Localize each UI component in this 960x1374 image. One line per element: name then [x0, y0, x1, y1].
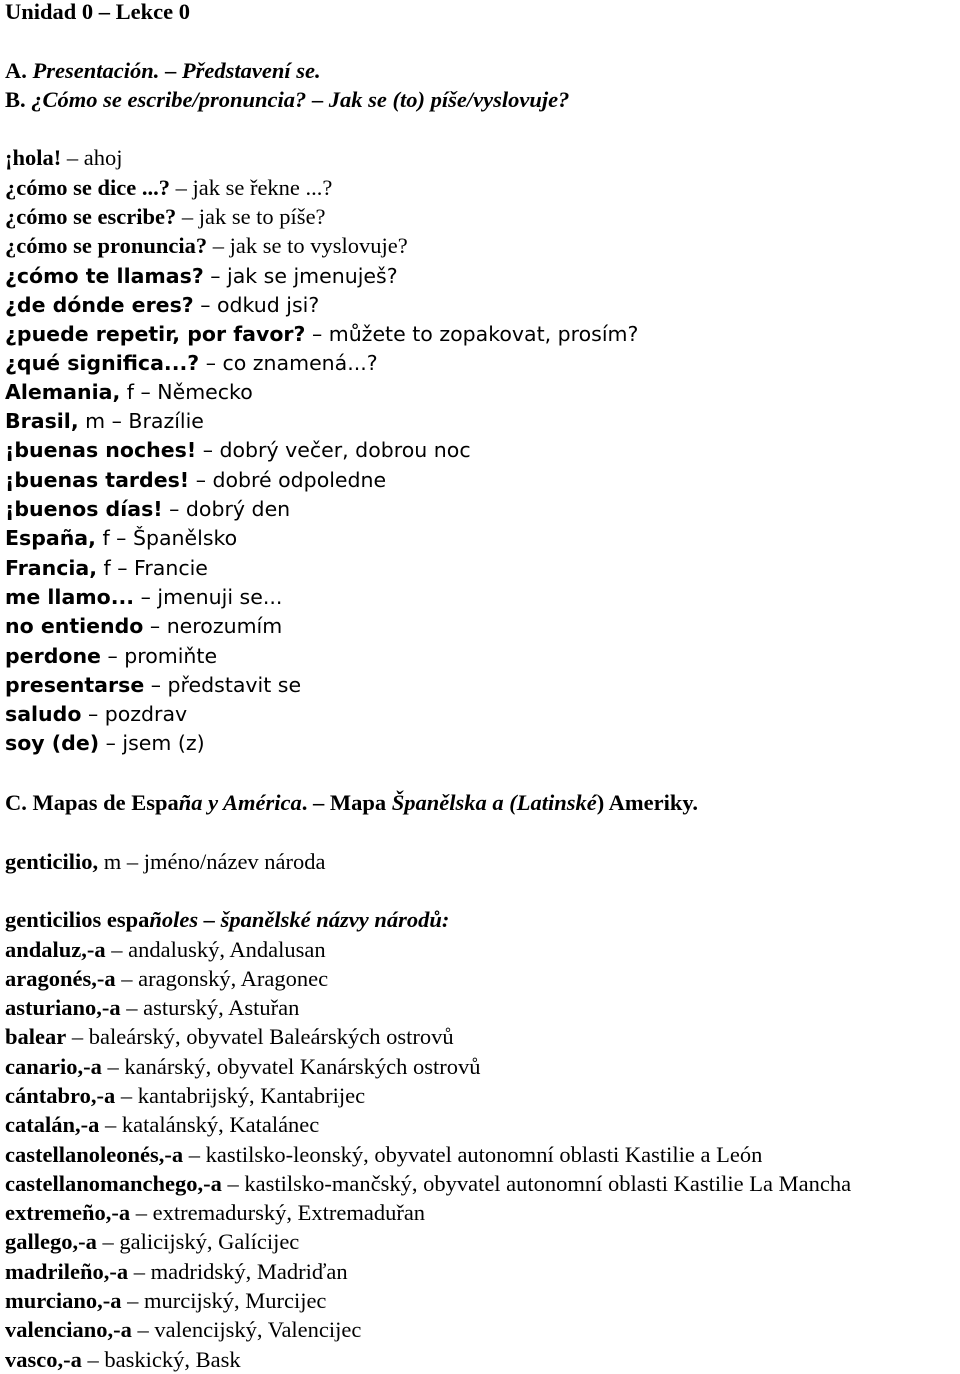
spacer: [5, 876, 960, 905]
section-a-prefix: A.: [5, 57, 33, 83]
list-item: [5, 1169, 960, 1198]
term-spanish: balear: [5, 1024, 67, 1050]
page-title: Unidad 0 – Lekce 0: [5, 0, 191, 24]
section-b-heading: [5, 85, 960, 114]
section-a-separator: –: [159, 57, 182, 83]
term-czech: – valencijský, Valencijec: [131, 1317, 362, 1343]
phrase-spanish: ¿cómo se dice ...?: [5, 174, 170, 200]
phrase-row: [5, 261, 960, 290]
term-czech: – murcijský, Murcijec: [121, 1288, 327, 1314]
phrase-row: [5, 583, 960, 612]
phrase-czech: – jak se to vyslovuje?: [207, 233, 408, 259]
phrase-row: [5, 407, 960, 436]
list-item: [5, 1022, 960, 1051]
phrase-row: [5, 642, 960, 671]
phrase-spanish: soy (de): [5, 731, 100, 756]
section-b-spanish: ¿Cómo se escribe/pronuncia?: [31, 86, 307, 112]
list-item: [5, 964, 960, 993]
section-c-part: ) Ameriky.: [596, 790, 698, 816]
phrase-row: [5, 349, 960, 378]
genticilio-definition: [5, 847, 960, 876]
phrase-spanish: me llamo...: [5, 584, 135, 609]
list-item: [5, 1227, 960, 1256]
section-c-heading: [5, 788, 960, 817]
term-spanish: cántabro,-a: [5, 1082, 116, 1108]
section-c-part: ña y América: [178, 790, 302, 816]
term-spanish: castellanoleonés,-a: [5, 1141, 184, 1167]
term-czech: – kantabrijský, Kantabrijec: [115, 1082, 366, 1108]
phrase-list-serif: [5, 143, 960, 348]
section-b-prefix: B.: [5, 86, 32, 112]
phrase-czech: – jak se to píše?: [176, 204, 326, 230]
term-spanish: gallego,-a: [5, 1229, 97, 1255]
phrase-czech: f – Německo: [120, 379, 253, 404]
phrase-spanish: Alemania,: [5, 379, 121, 404]
phrase-row: [5, 378, 960, 407]
phrase-spanish: España,: [5, 526, 96, 551]
phrase-czech: m – Brazílie: [78, 409, 204, 434]
phrase-czech: – promiňte: [100, 643, 218, 668]
phrase-spanish: perdone: [5, 643, 101, 668]
phrase-spanish: ¿puede repetir, por favor?: [5, 322, 306, 347]
term-czech: – madridský, Madriďan: [128, 1258, 348, 1284]
phrase-czech: – nerozumím: [143, 614, 283, 639]
term-spanish: castellanomanchego,-a: [5, 1170, 222, 1196]
phrase-spanish: ¡buenas tardes!: [5, 467, 190, 492]
phrase-spanish: no entiendo: [5, 614, 144, 639]
term-czech: – kanárský, obyvatel Kanárských ostrovů: [101, 1053, 481, 1079]
phrase-row: [5, 524, 960, 553]
phrase-spanish: ¿cómo se escribe?: [5, 204, 177, 230]
term-czech: – galicijský, Galícijec: [96, 1229, 300, 1255]
term-czech: – asturský, Astuřan: [120, 995, 300, 1021]
phrase-spanish: ¿de dónde eres?: [5, 292, 194, 317]
phrase-spanish: saludo: [5, 702, 82, 727]
section-c-part: . – Mapa: [301, 790, 392, 816]
list-item: [5, 1110, 960, 1139]
term-spanish: vasco,-a: [5, 1346, 82, 1372]
phrase-czech: – co znamená...?: [199, 350, 378, 375]
term-spanish: andaluz,-a: [5, 936, 106, 962]
phrase-spanish: ¿cómo te llamas?: [5, 263, 204, 288]
phrase-row: [5, 466, 960, 495]
spacer: [5, 114, 960, 143]
list-item: [5, 1140, 960, 1169]
phrase-row: [5, 671, 960, 700]
phrase-czech: – jmenuji se...: [134, 584, 283, 609]
phrase-row: [5, 729, 960, 758]
phrase-czech: – dobrý večer, dobrou noc: [196, 438, 471, 463]
term-czech: – baskický, Bask: [81, 1346, 241, 1372]
phrase-row: [5, 202, 960, 231]
phrase-czech: – ahoj: [61, 145, 123, 171]
phrase-czech: – jak se jmenuješ?: [203, 263, 398, 288]
phrase-czech: – jsem (z): [99, 731, 205, 756]
phrase-czech: f – Francie: [97, 555, 208, 580]
document-page: [5, 0, 960, 1374]
phrase-row: [5, 231, 960, 260]
list-item: [5, 1081, 960, 1110]
phrase-czech: – pozdrav: [81, 702, 188, 727]
phrase-spanish: Francia,: [5, 555, 98, 580]
phrase-spanish: ¿cómo se pronuncia?: [5, 233, 208, 259]
list-item: [5, 993, 960, 1022]
section-b-czech: Jak se (to) píše/vyslovuje?: [328, 86, 570, 112]
phrase-row: [5, 554, 960, 583]
term-spanish: murciano,-a: [5, 1288, 122, 1314]
section-b-separator: –: [306, 86, 329, 112]
term-czech: – extremadurský, Extremaduřan: [130, 1200, 426, 1226]
section-a-heading: [5, 56, 960, 85]
phrase-spanish: ¡hola!: [5, 145, 62, 171]
section-a-spanish: Presentación.: [32, 57, 160, 83]
term-czech: m – jméno/název národa: [98, 848, 326, 874]
phrase-row: [5, 495, 960, 524]
phrase-row: [5, 700, 960, 729]
phrase-czech: – odkud jsi?: [193, 292, 320, 317]
spacer: [5, 817, 960, 846]
spacer: [5, 759, 960, 788]
term-spanish: madrileño,-a: [5, 1258, 129, 1284]
phrase-spanish: ¿qué significa...?: [5, 350, 200, 375]
term-czech: – kastilsko-mančský, obyvatel autonomní oblasti Kastilie La Mancha: [221, 1170, 852, 1196]
genticilios-heading-part: genticilios espa: [5, 907, 150, 933]
term-czech: – kastilsko-leonský, obyvatel autonomní oblasti Kastilie a León: [183, 1141, 763, 1167]
list-item: [5, 1315, 960, 1344]
phrase-czech: – můžete to zopakovat, prosím?: [305, 322, 639, 347]
phrase-spanish: ¡buenas noches!: [5, 438, 197, 463]
term-czech: – baleárský, obyvatel Baleárských ostrovů: [66, 1024, 454, 1050]
list-item: [5, 1345, 960, 1374]
list-item: [5, 1257, 960, 1286]
phrase-row: [5, 319, 960, 348]
phrase-row: [5, 173, 960, 202]
list-item: [5, 1052, 960, 1081]
section-a-czech: Představení se.: [181, 57, 321, 83]
phrase-row: [5, 143, 960, 172]
list-item: [5, 1198, 960, 1227]
term-spanish: valenciano,-a: [5, 1317, 132, 1343]
phrase-czech: f – Španělsko: [95, 526, 238, 551]
term-czech: – katalánský, Katalánec: [99, 1112, 320, 1138]
phrase-list-sans: [5, 349, 960, 759]
spacer: [5, 26, 960, 55]
phrase-row: [5, 290, 960, 319]
genticilios-heading: [5, 905, 960, 934]
phrase-spanish: ¡buenos días!: [5, 497, 163, 522]
phrase-czech: – dobré odpoledne: [189, 467, 387, 492]
phrase-czech: – představit se: [144, 672, 302, 697]
term-spanish: aragonés,-a: [5, 965, 116, 991]
term-spanish: canario,-a: [5, 1053, 102, 1079]
phrase-czech: – jak se řekne ...?: [169, 174, 333, 200]
section-c-part: Španělska a (Latinské: [391, 790, 597, 816]
term-spanish: extremeño,-a: [5, 1200, 131, 1226]
term-czech: – aragonský, Aragonec: [115, 965, 329, 991]
phrase-row: [5, 612, 960, 641]
term-spanish: catalán,-a: [5, 1112, 100, 1138]
list-item: [5, 935, 960, 964]
phrase-spanish: Brasil,: [5, 409, 79, 434]
phrase-spanish: presentarse: [5, 672, 145, 697]
term-czech: – andaluský, Andalusan: [105, 936, 326, 962]
genticilios-list: [5, 935, 960, 1374]
section-c-part: C. Mapas de Espa: [5, 790, 179, 816]
list-item: [5, 1286, 960, 1315]
phrase-czech: – dobrý den: [162, 497, 291, 522]
genticilios-heading-part: ñoles – španělské názvy národů:: [149, 907, 450, 933]
term-spanish: asturiano,-a: [5, 995, 121, 1021]
phrase-row: [5, 436, 960, 465]
term-spanish: genticilio,: [5, 848, 99, 874]
